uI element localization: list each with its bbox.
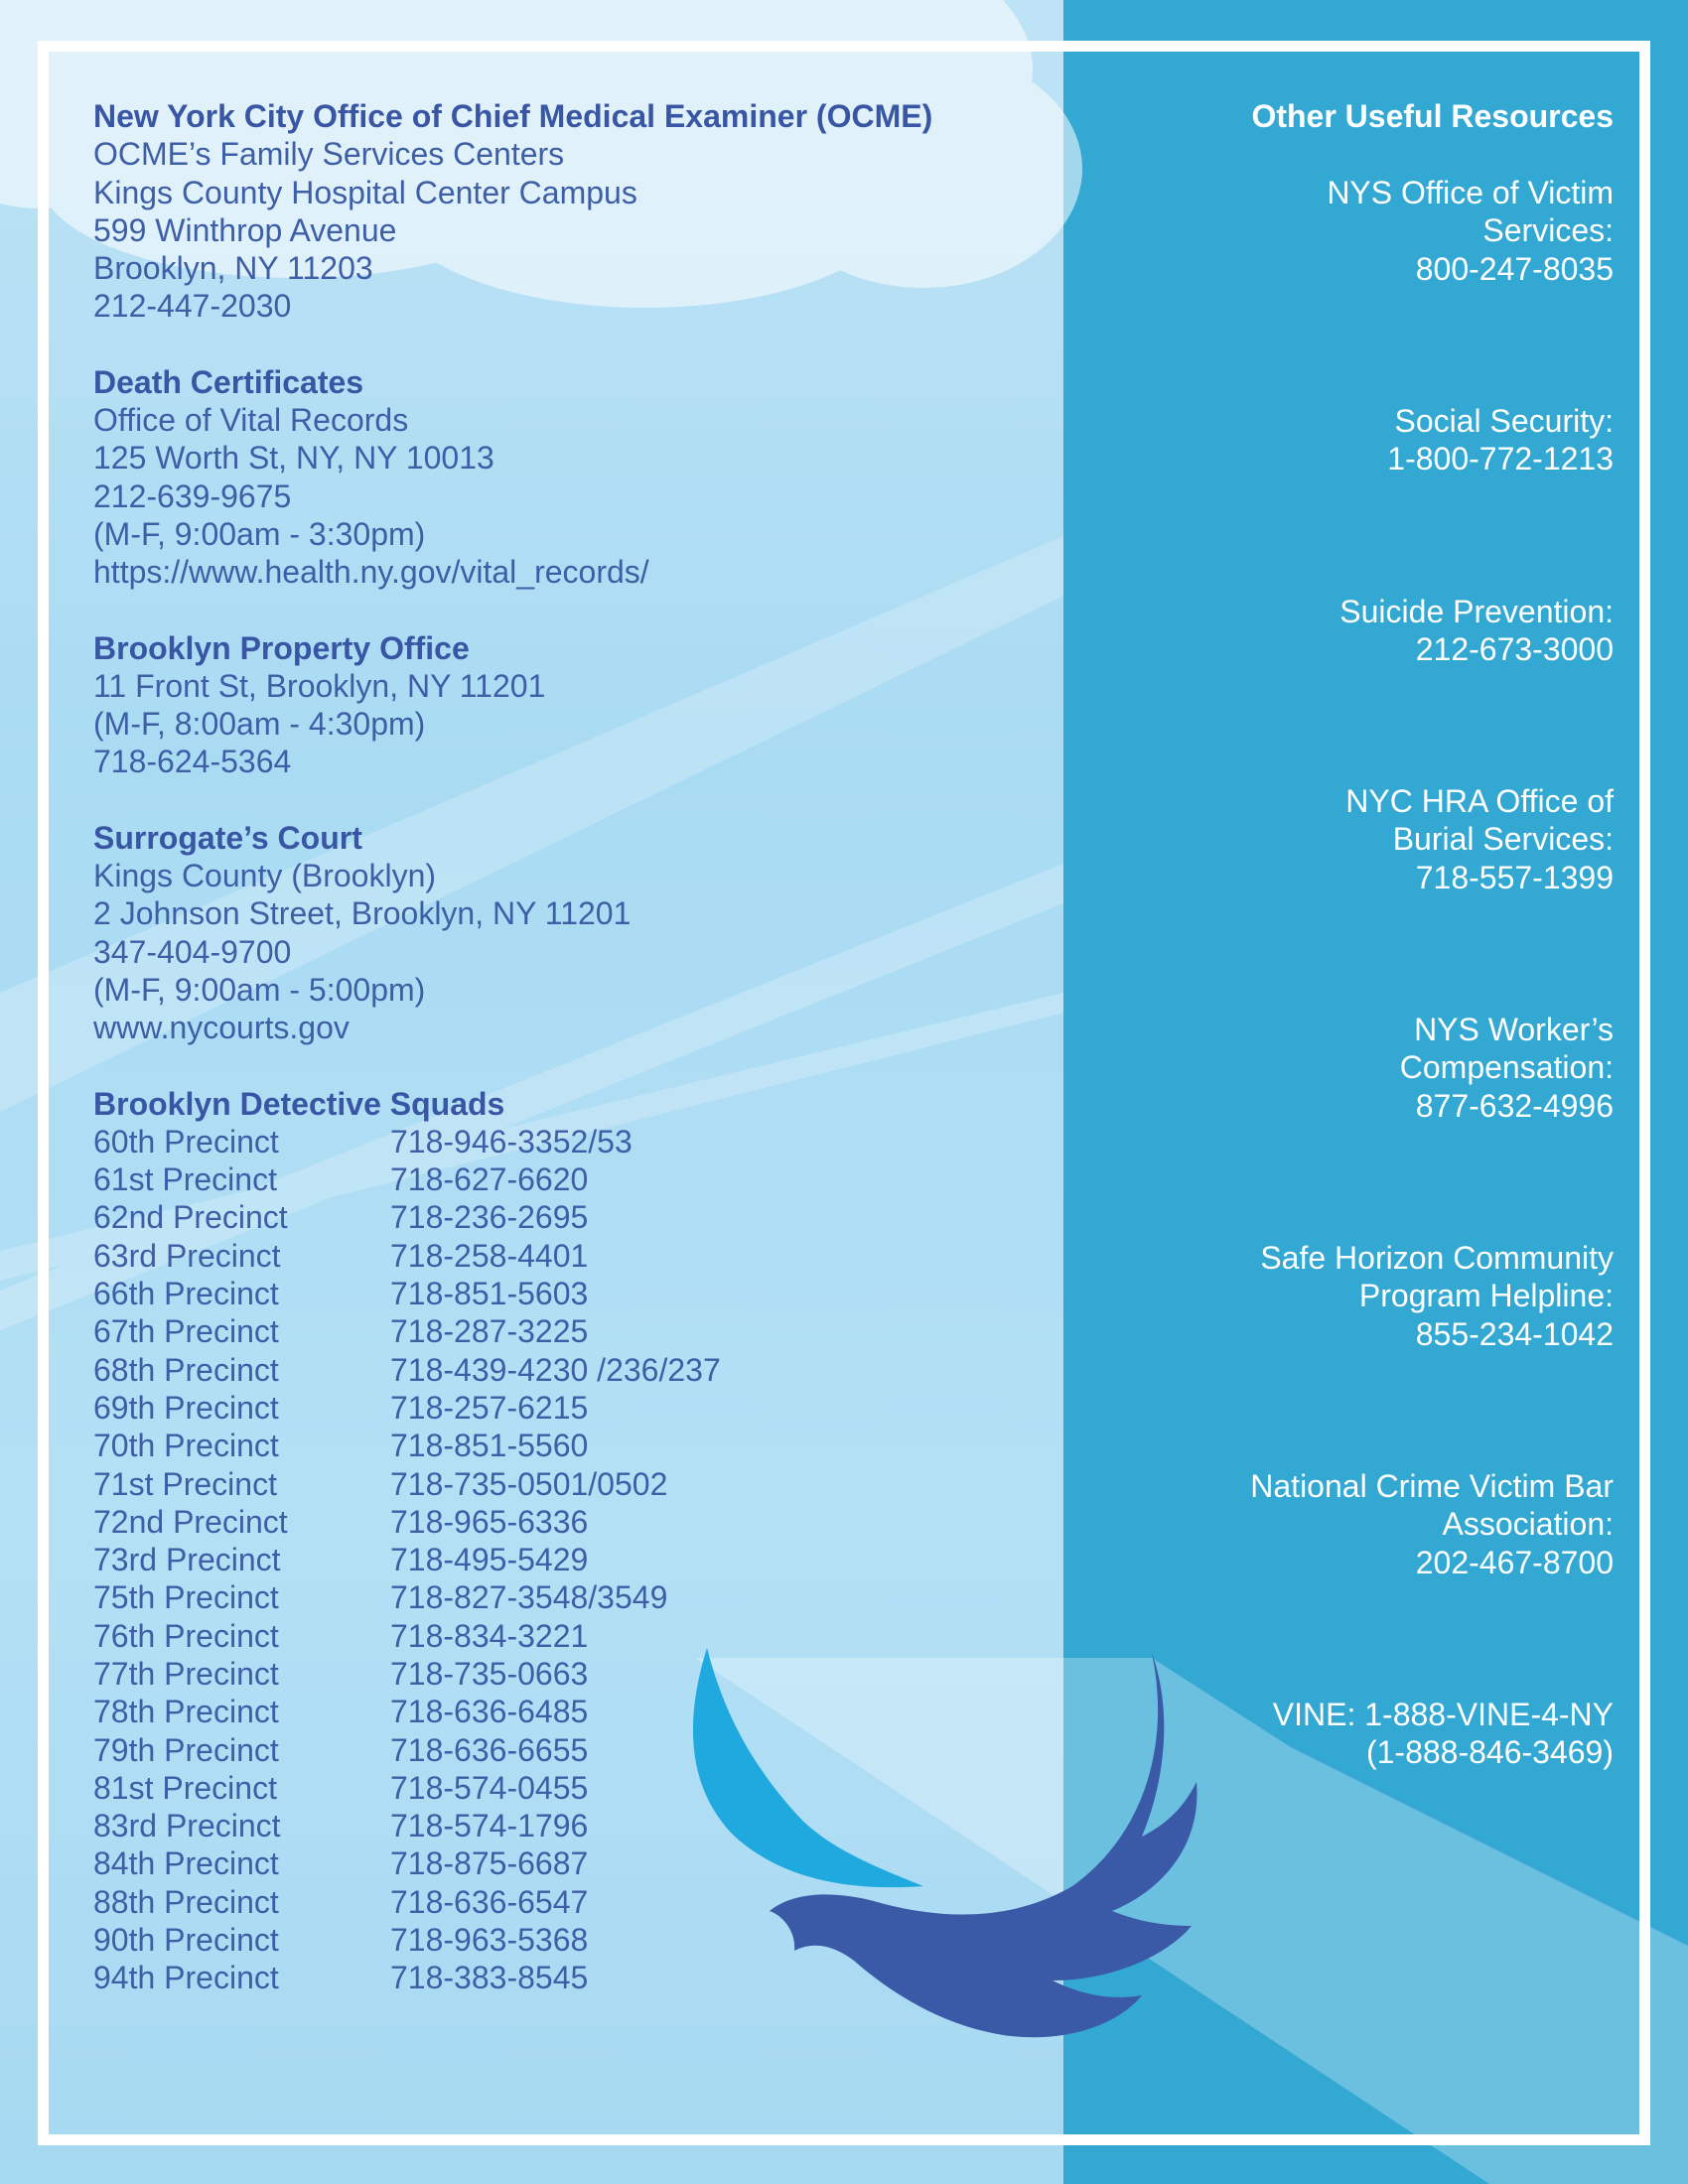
precinct-name: 83rd Precinct [93,1808,281,1844]
resource-line: Compensation: [1399,1049,1614,1086]
resource-line: 800-247-8035 [1415,250,1614,287]
detective-squads-title: Brooklyn Detective Squads [93,1085,505,1122]
death-certificates-link[interactable]: https://www.health.ny.gov/vital_records/ [93,554,649,591]
precinct-phone: 718-965-6336 [390,1503,589,1540]
precinct-name: 76th Precinct [93,1617,279,1654]
resource-line: 718-557-1399 [1415,859,1614,895]
resource-line: 202-467-8700 [1415,1544,1614,1580]
resource-line: 1-800-772-1213 [1387,441,1614,478]
property-office-hours: (M-F, 8:00am - 4:30pm) [93,706,426,743]
precinct-phone: 718-636-6655 [390,1731,589,1768]
precinct-name: 67th Precinct [93,1313,279,1350]
ocme-line: OCME’s Family Services Centers [93,136,565,173]
resource-line: VINE: 1-888-VINE-4-NY [1272,1697,1614,1732]
resource-item [1132,1696,1614,1772]
precinct-row [93,1160,1047,1198]
precinct-row [93,1237,1047,1275]
precinct-row [93,1769,1047,1807]
precinct-row [93,1959,1047,1996]
property-office-section [93,629,1047,781]
precinct-name: 84th Precinct [93,1845,279,1882]
precinct-phone: 718-827-3548/3549 [390,1579,668,1616]
precinct-row [93,1883,1047,1921]
resource-item [1132,1467,1614,1581]
precinct-phone: 718-851-5603 [390,1276,589,1312]
death-certificates-phone: 212-639-9675 [93,478,292,514]
resource-line: Suicide Prevention: [1339,594,1614,629]
ocme-section [93,97,1047,326]
resource-item [1132,1239,1614,1353]
right-column [1132,97,1614,173]
resource-line: National Crime Victim Bar [1250,1468,1614,1504]
detective-squads-section [93,1085,1047,1997]
precinct-phone: 718-963-5368 [390,1922,589,1959]
property-office-title: Brooklyn Property Office [93,629,470,666]
resource-line: Safe Horizon Community [1260,1240,1614,1276]
death-certificates-line: 125 Worth St, NY, NY 10013 [93,440,494,477]
surrogates-court-section [93,819,1047,1047]
resource-line: NYS Worker’s [1414,1012,1614,1047]
precinct-list [93,1123,1047,1997]
precinct-phone: 718-636-6485 [390,1694,589,1730]
precinct-name: 69th Precinct [93,1389,279,1426]
precinct-row [93,1389,1047,1427]
resource-item [1132,402,1614,478]
precinct-name: 71st Precinct [93,1465,277,1502]
precinct-phone: 718-258-4401 [390,1237,589,1274]
surrogates-court-hours: (M-F, 9:00am - 5:00pm) [93,971,426,1008]
surrogates-court-line: Kings County (Brooklyn) [93,858,437,894]
surrogates-court-line: 2 Johnson Street, Brooklyn, NY 11201 [93,895,632,932]
precinct-row [93,1693,1047,1730]
resource-line: NYC HRA Office of [1345,783,1614,819]
death-certificates-section [93,363,1047,592]
ocme-line: 599 Winthrop Avenue [93,211,397,248]
surrogates-court-title: Surrogate’s Court [93,819,362,856]
precinct-name: 70th Precinct [93,1428,279,1464]
precinct-phone: 718-946-3352/53 [390,1123,633,1160]
resource-item [1132,1011,1614,1125]
precinct-row [93,1921,1047,1959]
precinct-phone: 718-574-0455 [390,1769,589,1806]
precinct-row [93,1312,1047,1350]
precinct-phone: 718-627-6620 [390,1161,589,1198]
precinct-name: 78th Precinct [93,1694,279,1730]
resources-title: Other Useful Resources [1251,98,1614,134]
resource-line: Services: [1482,212,1614,249]
precinct-name: 79th Precinct [93,1731,279,1768]
precinct-name: 66th Precinct [93,1276,279,1312]
ocme-title: New York City Office of Chief Medical Examiner (OCME) [93,98,933,134]
property-office-line: 11 Front St, Brooklyn, NY 11201 [93,667,546,704]
resource-line: (1-888-846-3469) [1365,1734,1614,1771]
precinct-name: 75th Precinct [93,1579,279,1616]
precinct-phone: 718-495-5429 [390,1542,589,1578]
resource-line: Burial Services: [1392,821,1614,858]
precinct-phone: 718-834-3221 [390,1617,589,1654]
precinct-row [93,1578,1047,1616]
precinct-phone: 718-287-3225 [390,1313,589,1350]
resource-item [1132,593,1614,669]
precinct-row [93,1427,1047,1464]
precinct-name: 73rd Precinct [93,1542,281,1578]
precinct-row [93,1275,1047,1312]
precinct-phone: 718-735-0663 [390,1655,589,1692]
precinct-name: 72nd Precinct [93,1503,288,1540]
resource-line: 877-632-4996 [1415,1087,1614,1124]
precinct-name: 68th Precinct [93,1351,279,1388]
precinct-phone: 718-875-6687 [390,1845,589,1882]
surrogates-court-phone: 347-404-9700 [93,933,292,970]
precinct-name: 63rd Precinct [93,1237,281,1274]
precinct-name: 94th Precinct [93,1960,279,1996]
precinct-row [93,1351,1047,1389]
resource-line: Program Helpline: [1358,1278,1614,1314]
resource-line: NYS Office of Victim [1327,175,1614,210]
precinct-name: 88th Precinct [93,1883,279,1920]
resource-line: 212-673-3000 [1415,631,1614,668]
resource-line: Social Security: [1394,403,1614,439]
precinct-row [93,1731,1047,1769]
precinct-phone: 718-257-6215 [390,1389,589,1426]
left-column [93,97,1047,2035]
death-certificates-line: Office of Vital Records [93,402,409,439]
precinct-row [93,1198,1047,1236]
precinct-phone: 718-236-2695 [390,1199,589,1236]
surrogates-court-link[interactable]: www.nycourts.gov [93,1010,350,1046]
precinct-row [93,1503,1047,1541]
precinct-row [93,1541,1047,1578]
resource-item [1132,174,1614,288]
precinct-row [93,1844,1047,1882]
ocme-line: Brooklyn, NY 11203 [93,250,373,287]
precinct-name: 90th Precinct [93,1922,279,1959]
precinct-phone: 718-636-6547 [390,1883,589,1920]
precinct-name: 60th Precinct [93,1123,279,1160]
resource-line: Association: [1442,1506,1614,1543]
resource-line: 855-234-1042 [1415,1315,1614,1352]
precinct-row [93,1465,1047,1503]
property-office-phone: 718-624-5364 [93,744,292,780]
precinct-name: 81st Precinct [93,1769,277,1806]
precinct-phone: 718-383-8545 [390,1960,589,1996]
precinct-phone: 718-439-4230 /236/237 [390,1351,721,1388]
precinct-row [93,1807,1047,1844]
precinct-phone: 718-735-0501/0502 [390,1465,668,1502]
ocme-line: Kings County Hospital Center Campus [93,174,637,210]
precinct-name: 77th Precinct [93,1655,279,1692]
resource-item [1132,782,1614,896]
precinct-name: 62nd Precinct [93,1199,288,1236]
precinct-row [93,1617,1047,1655]
precinct-phone: 718-851-5560 [390,1428,589,1464]
precinct-row [93,1655,1047,1693]
death-certificates-title: Death Certificates [93,363,364,400]
precinct-name: 61st Precinct [93,1161,277,1198]
precinct-row [93,1123,1047,1160]
precinct-phone: 718-574-1796 [390,1808,589,1844]
ocme-phone: 212-447-2030 [93,288,292,325]
death-certificates-hours: (M-F, 9:00am - 3:30pm) [93,515,426,552]
